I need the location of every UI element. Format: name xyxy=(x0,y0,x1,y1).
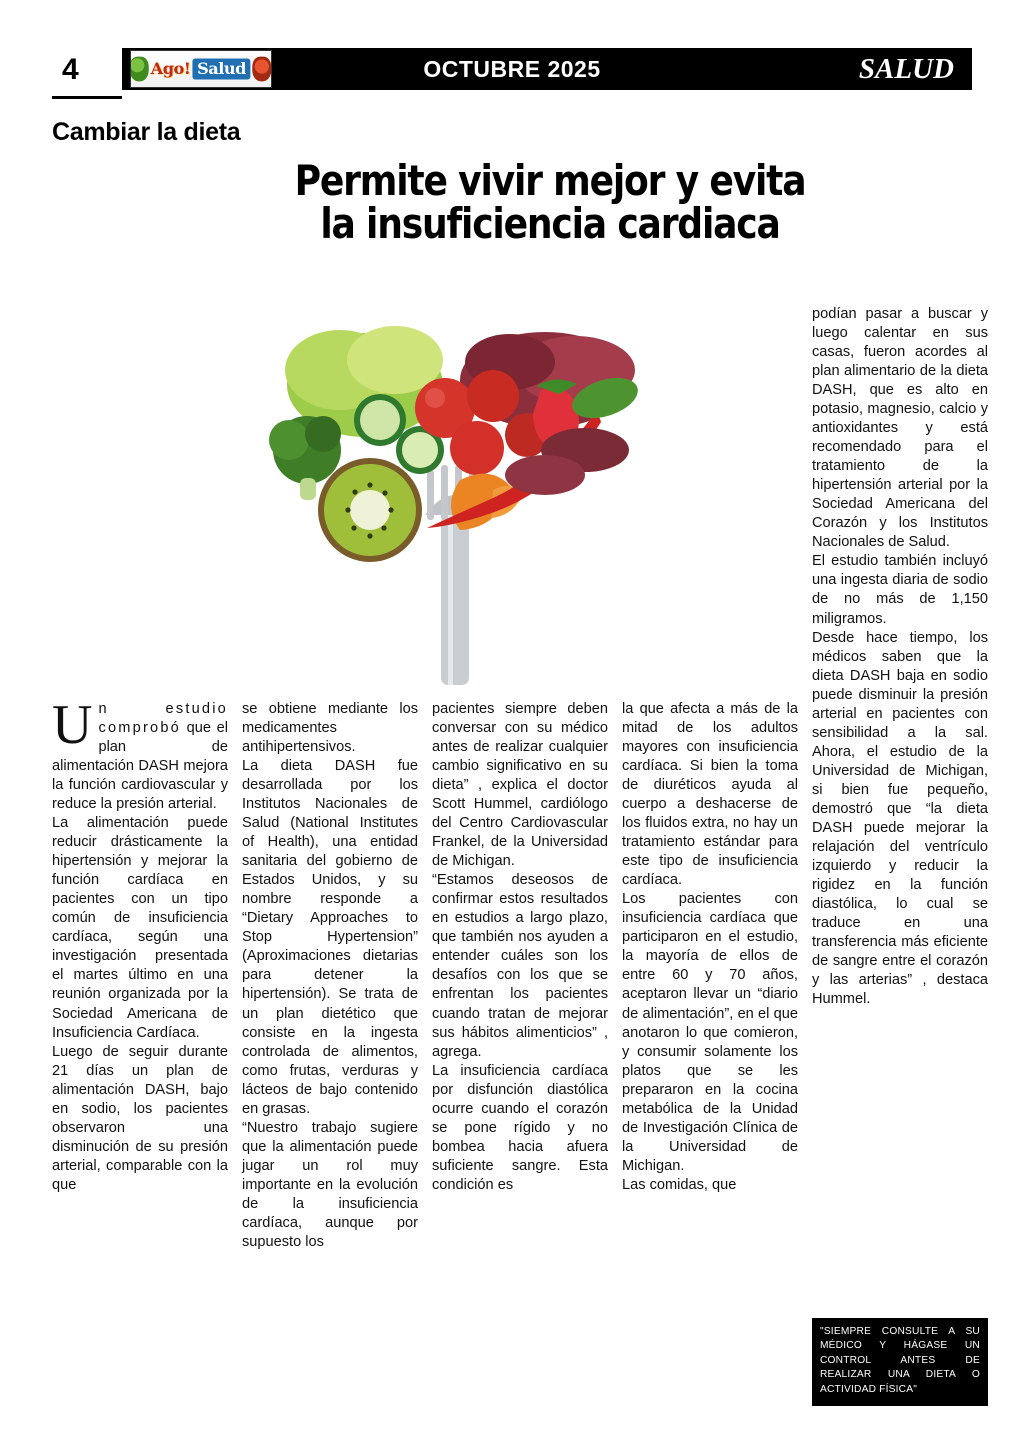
paragraph: La dieta DASH fue desarrollada por los Institutos Nacionales de Salud (National Institutes of Health), una entidad sanitaria del gobierno de Estados Unidos, y su nombre responde a “Dietary Approaches to Stop Hypertension” (Aproximaciones dietarias para detener la hipertensión). Se trata de un plan dietético que consiste en la ingesta controlada de alimentos, como frutas, verduras y lácteos de bajo contenido en grasas. xyxy=(242,758,418,1117)
page-number: 4 xyxy=(52,44,122,96)
article-column-1 xyxy=(52,694,228,1195)
paragraph: pacientes siempre deben conversar con su médico antes de realizar cualquier cambio significativo en su dieta” , explica el doctor Scott Hummel, cardiólogo del Centro Cardiovascular Frankel, de la Universidad de Michigan. xyxy=(432,701,608,870)
article-column-5 xyxy=(812,305,988,1009)
article-kicker: Cambiar la dieta xyxy=(52,118,241,146)
header-section-title: SALUD xyxy=(858,52,954,85)
column-1-body: que el plan de alimentación DASH mejora la función cardiovascular y reduce la presión arterial. xyxy=(52,720,228,813)
publication-logo xyxy=(130,50,272,88)
lead-in-text: n estudio comprobó xyxy=(98,701,228,737)
logo-word-one: Ago! xyxy=(150,59,191,79)
article-column-3 xyxy=(432,700,608,1195)
article-column-2 xyxy=(242,700,418,1252)
paragraph: Luego de seguir durante 21 días un plan de alimentación DASH, bajo en sodio, los pacientes observaron una disminución de su presión arterial, comparable con la que xyxy=(52,1043,228,1193)
paragraph: La alimentación puede reducir drásticamente la hipertensión y mejorar la función cardíaca en pacientes con un tipo común de insuficiencia cardíaca, según una investigación presentada el martes último en una reunión organizada por la Sociedad Americana de Insuficiencia Cardíaca. xyxy=(52,815,228,1041)
logo-word-two: Salud xyxy=(193,59,251,80)
header-date: OCTUBRE 2025 xyxy=(423,55,601,82)
paragraph: se obtiene mediante los medicamentes antihipertensivos. xyxy=(242,701,418,756)
logo-inner xyxy=(130,57,272,82)
drop-cap: U xyxy=(52,694,93,756)
paragraph: Desde hace tiempo, los médicos saben que la dieta DASH baja en sodio puede disminuir la presión arterial en pacientes con sensibilidad a la sal. Ahora, el estudio de la Universidad de Michigan, si bien fue pequeño, demostró que “la dieta DASH puede mejorar la relajación del ventrículo izquierdo y reducir la rigidez en la función diastólica, lo cual se traduce en una transferencia más eficiente de sangre entre el corazón y las arterias” , destaca Hummel. xyxy=(812,629,988,1008)
page-number-rule xyxy=(52,96,122,99)
vegetable-icon xyxy=(130,57,149,82)
article-column-4 xyxy=(622,700,798,1195)
paragraph: la que afecta a más de la mitad de los adultos mayores con insuficiencia cardíaca. Si bien la toma de diuréticos ayuda al cuerpo a deshacerse de los fluidos extra, no hay un tratamiento estándar para este tipo de insuficiencia cardíaca. xyxy=(622,701,798,889)
paragraph: Los pacientes con insuficiencia cardíaca que participaron en el estudio, la mayoría de ellos de entre 60 y 70 años, aceptaron llevar un “diario de alimentación”, en el que anotaron lo que comieron, y consumir solamente los platos que se les prepararon en la cocina metabólica de la Unidad de Investigación Clínica de la Universidad de Michigan. xyxy=(622,891,798,1174)
paragraph: La insuficiencia cardíaca por disfunción diastólica ocurre cuando el corazón se pone rígido y no bombea hacia afuera suficiente sangre. Esta condición es xyxy=(432,1062,608,1193)
headline-line-2: la insuficiencia cardiaca xyxy=(320,198,780,248)
paragraph: “Estamos deseosos de confirmar estos resultados en estudios a largo plazo, que también nos ayuden a entender cuáles son los desafíos con los que se enfrentan los pacientes cuando tratan de mejorar sus hábitos alimenticios” , agrega. xyxy=(432,872,608,1060)
medical-disclaimer: "SIEMPRE CONSULTE A SU MÉDICO Y HÁGASE UN CONTROL ANTES DE REALIZAR UNA DIETA O ACTIVIDAD FÍSICA" xyxy=(812,1318,988,1406)
tomato-icon xyxy=(253,57,272,82)
paragraph: El estudio también incluyó una ingesta diaria de sodio de no más de 1,150 miligramos. xyxy=(812,553,988,627)
paragraph: podían pasar a buscar y luego calentar en sus casas, fueron acordes al plan alimentario de la dieta DASH, que es alto en potasio, magnesio, calcio y antioxidantes y está recomendado para el tratamiento de la hipertensión arterial por la Sociedad Americana del Corazón y los Institutos Nacionales de Salud. xyxy=(812,306,988,551)
article-photo-fork-with-vegetables xyxy=(245,300,665,690)
paragraph: “Nuestro trabajo sugiere que la alimentación puede jugar un rol muy importante en la evolución de la insuficiencia cardíaca, aunque por supuesto los xyxy=(242,1119,418,1250)
article-headline xyxy=(249,156,851,248)
headline-line-1: Permite vivir mejor y evita xyxy=(294,156,806,205)
paragraph: Las comidas, que xyxy=(622,1176,737,1193)
